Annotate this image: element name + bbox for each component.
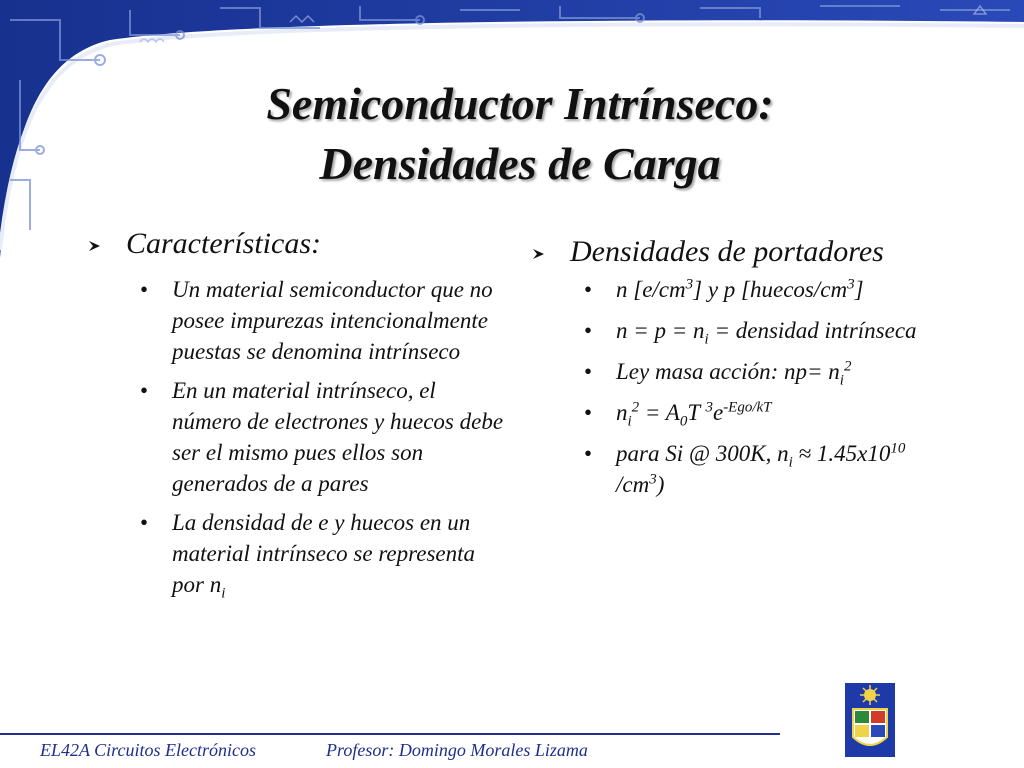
list-item: • Ley masa acción: $np= n_i^2$ <box>532 356 952 387</box>
dot-bullet: • <box>584 277 593 302</box>
list-item: • $n = p = n_i$ = densidad intrínseca <box>532 315 952 346</box>
dot-bullet: • <box>584 359 593 384</box>
dot-bullet: • <box>584 318 593 343</box>
right-column <box>532 226 952 510</box>
list-item: • para Si @ 300K, $n_i \approx 1.45x10^{10}$ $/cm^3$) <box>532 438 952 500</box>
list-item: • En un material intrínseco, el número de electrones y huecos debe ser el mismo pues ellos son generados de a pares <box>88 375 508 499</box>
dot-bullet: • <box>140 378 149 403</box>
arrowhead-icon <box>88 240 102 252</box>
left-heading <box>88 226 508 262</box>
footer-divider <box>0 733 780 735</box>
left-column <box>88 226 508 608</box>
list-item: • n $[e/cm^3]$ y p $[huecos/cm^3]$ <box>532 274 952 305</box>
footer-course: EL42A Circuitos Electrónicos <box>40 740 256 760</box>
dot-bullet: • <box>140 277 149 302</box>
right-heading <box>532 234 952 270</box>
dot-bullet: • <box>584 441 593 466</box>
title-line-1: Semiconductor Intrínseco: <box>266 78 774 129</box>
left-heading-text: Características: <box>126 227 321 260</box>
title-line-2: Densidades de Carga <box>319 138 721 189</box>
list-item: • Un material semiconductor que no posee impurezas intencionalmente puestas se denomina intrínseco <box>88 274 508 367</box>
right-heading-text: Densidades de portadores <box>570 235 884 268</box>
arrowhead-icon <box>532 248 546 260</box>
list-item: • $n_i^2 = A_0T$ $^3e^{-Ego/kT}$ <box>532 397 952 428</box>
university-crest-icon <box>845 683 895 757</box>
dot-bullet: • <box>584 400 593 425</box>
footer-professor: Profesor: Domingo Morales Lizama <box>326 740 588 760</box>
left-bullet-list <box>88 274 508 600</box>
slide-title <box>150 74 890 194</box>
list-item: • La densidad de e y huecos en un material intrínseco se representa por $n_i$ <box>88 507 508 600</box>
dot-bullet: • <box>140 510 149 535</box>
right-bullet-list <box>532 274 952 500</box>
